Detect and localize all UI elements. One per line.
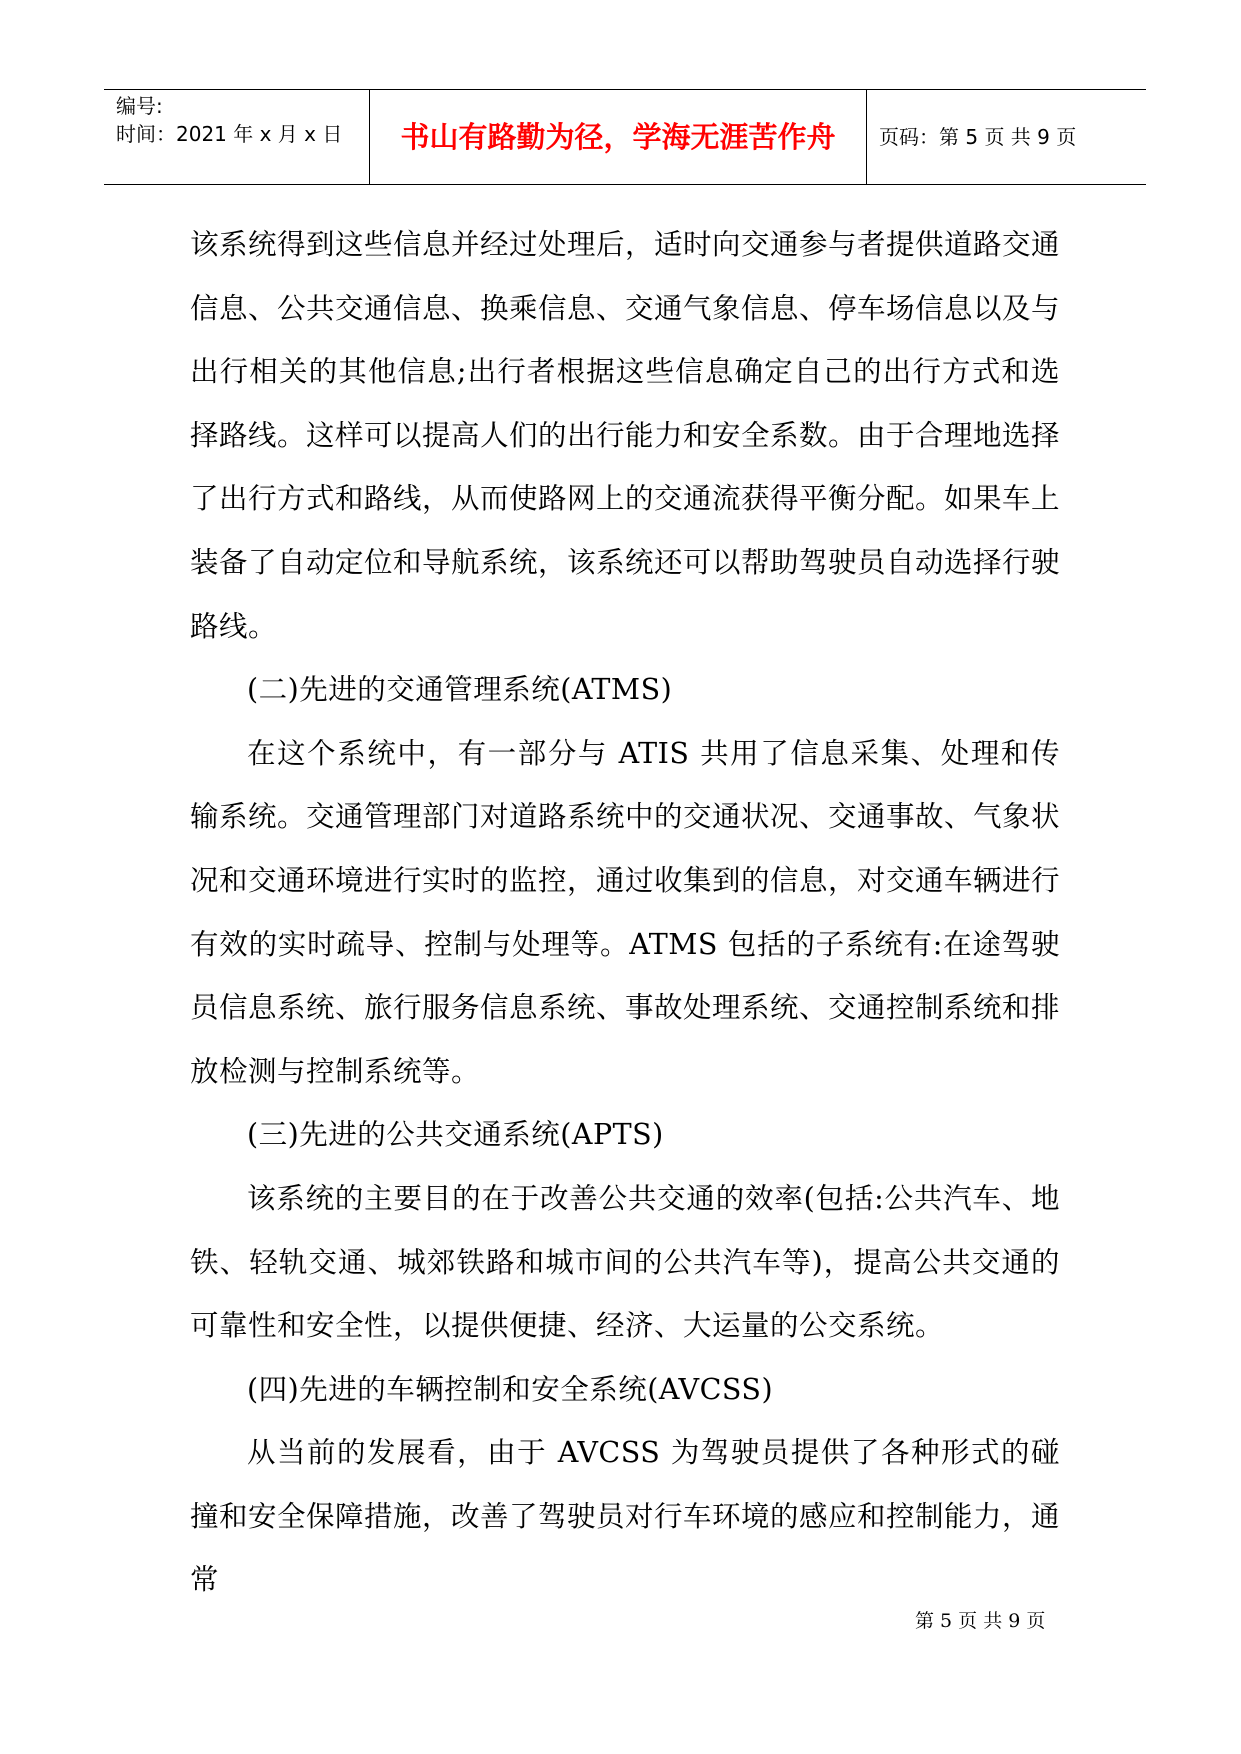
document-header — [104, 89, 1146, 185]
serial-number-label: 编号: — [116, 94, 163, 118]
section-heading: (三)先进的公共交通系统(APTS) — [247, 1118, 664, 1152]
header-page-number: 页码：第 5 页 共 9 页 — [879, 125, 1077, 149]
section-heading: (四)先进的车辆控制和安全系统(AVCSS) — [247, 1372, 774, 1406]
header-page-cell — [867, 90, 1146, 184]
time-label: 时间：2021 年 x 月 x 日 — [116, 122, 343, 146]
section-heading: (二)先进的交通管理系统(ATMS) — [247, 673, 673, 707]
header-meta-cell — [104, 90, 370, 184]
paragraph: 该系统得到这些信息并经过处理后，适时向交通参与者提供道路交通信息、公共交通信息、换乘信息、交通气象信息、停车场信息以及与出行相关的其他信息;出行者根据这些信息确定自己的出行方式和选择路线。这样可以提高人们的出行能力和安全系数。由于合理地选择了出行方式和路线，从而使路网上的交通流获得平衡分配。如果车上装备了自动定位和导航系统，该系统还可以帮助驾驶员自动选择行驶路线。 — [190, 228, 1061, 643]
paragraph: 在这个系统中，有一部分与 ATIS 共用了信息采集、处理和传输系统。交通管理部门对道路系统中的交通状况、交通事故、气象状况和交通环境进行实时的监控，通过收集到的信息，对交通车辆进行有效的实时疏导、控制与处理等。ATMS 包括的子系统有:在途驾驶员信息系统、旅行服务信息系统、事故处理系统、交通控制系统和排放检测与控制系统等。 — [190, 736, 1061, 1088]
slogan-text: 书山有路勤为径，学海无涯苦作舟 — [400, 120, 836, 154]
paragraph: 该系统的主要目的在于改善公共交通的效率(包括:公共汽车、地铁、轻轨交通、城郊铁路和城市间的公共汽车等)，提高公共交通的可靠性和安全性，以提供便捷、经济、大运量的公交系统。 — [190, 1181, 1060, 1343]
paragraph: 从当前的发展看，由于 AVCSS 为驾驶员提供了各种形式的碰撞和安全保障措施，改善了驾驶员对行车环境的感应和控制能力，通常 — [190, 1436, 1061, 1597]
document-body — [190, 213, 1060, 1612]
header-slogan-cell — [370, 90, 867, 184]
footer-page-number: 第 5 页 共 9 页 — [915, 1610, 1046, 1632]
